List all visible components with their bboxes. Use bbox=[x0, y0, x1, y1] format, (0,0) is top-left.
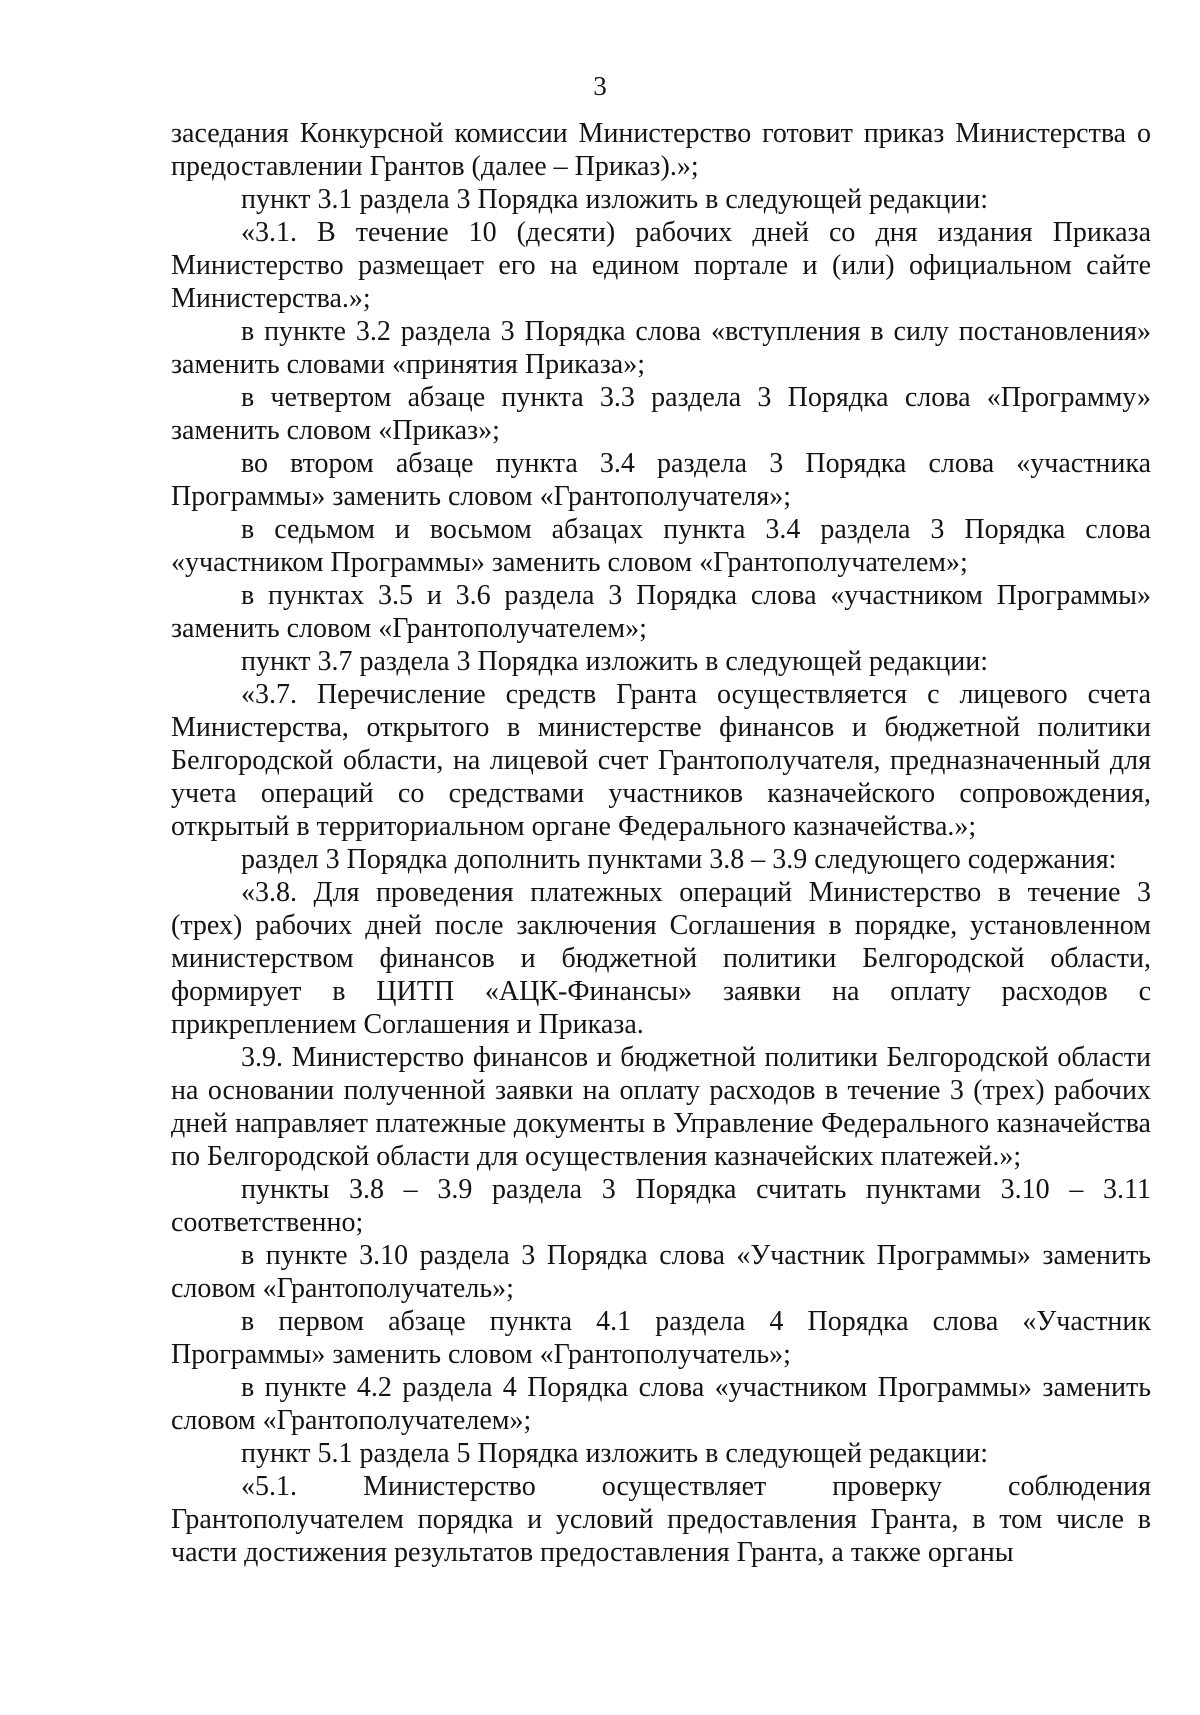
paragraph: «5.1. Министерство осуществляет проверку соблюдения Грантополучателем порядка и условий предоставления Гранта, в том числе в части достижения результатов предоставления Гранта, а также органы bbox=[171, 1471, 1151, 1568]
paragraph: в пункте 3.10 раздела 3 Порядка слова «Участник Программы» заменить словом «Грантополучатель»; bbox=[171, 1240, 1151, 1304]
paragraph: раздел 3 Порядка дополнить пунктами 3.8 – 3.9 следующего содержания: bbox=[241, 844, 1117, 875]
paragraph: во втором абзаце пункта 3.4 раздела 3 Порядка слова «участника Программы» заменить словом «Грантополучателя»; bbox=[171, 448, 1151, 512]
paragraph: в пунктах 3.5 и 3.6 раздела 3 Порядка слова «участником Программы» заменить словом «Грантополучателем»; bbox=[171, 580, 1151, 644]
paragraph: заседания Конкурсной комиссии Министерство готовит приказ Министерства о предоставлении Грантов (далее – Приказ).»; bbox=[171, 118, 1151, 182]
paragraph: в первом абзаце пункта 4.1 раздела 4 Порядка слова «Участник Программы» заменить словом «Грантополучатель»; bbox=[171, 1306, 1151, 1370]
paragraph: пункт 5.1 раздела 5 Порядка изложить в следующей редакции: bbox=[241, 1438, 988, 1469]
paragraph: пункты 3.8 – 3.9 раздела 3 Порядка считать пунктами 3.10 – 3.11 соответственно; bbox=[171, 1174, 1151, 1238]
paragraph: пункт 3.7 раздела 3 Порядка изложить в следующей редакции: bbox=[241, 646, 988, 677]
paragraph: в четвертом абзаце пункта 3.3 раздела 3 Порядка слова «Программу» заменить словом «Приказ»; bbox=[171, 382, 1151, 446]
paragraph: в седьмом и восьмом абзацах пункта 3.4 раздела 3 Порядка слова «участником Программы» заменить словом «Грантополучателем»; bbox=[171, 514, 1151, 578]
paragraph: «3.7. Перечисление средств Гранта осуществляется с лицевого счета Министерства, открытого в министерстве финансов и бюджетной политики Белгородской области, на лицевой счет Грантополучателя, предназначенный для учета операций со средствами участников казначейского сопровождения, открытый в территориальном органе Федерального казначейства.»; bbox=[171, 679, 1151, 842]
paragraph: пункт 3.1 раздела 3 Порядка изложить в следующей редакции: bbox=[241, 184, 988, 215]
paragraph: «3.8. Для проведения платежных операций Министерство в течение 3 (трех) рабочих дней после заключения Соглашения в порядке, установленном министерством финансов и бюджетной политики Белгородской области, формирует в ЦИТП «АЦК-Финансы» заявки на оплату расходов с прикреплением Соглашения и Приказа. bbox=[171, 877, 1151, 1040]
page-number: 3 bbox=[593, 71, 607, 101]
paragraph: «3.1. В течение 10 (десяти) рабочих дней со дня издания Приказа Министерство размещает его на едином портале и (или) официальном сайте Министерства.»; bbox=[171, 217, 1151, 314]
document-body bbox=[171, 117, 1151, 1569]
paragraph: в пункте 4.2 раздела 4 Порядка слова «участником Программы» заменить словом «Грантополучателем»; bbox=[171, 1372, 1151, 1436]
paragraph: в пункте 3.2 раздела 3 Порядка слова «вступления в силу постановления» заменить словами «принятия Приказа»; bbox=[171, 316, 1151, 380]
paragraph: 3.9. Министерство финансов и бюджетной политики Белгородской области на основании полученной заявки на оплату расходов в течение 3 (трех) рабочих дней направляет платежные документы в Управление Федерального казначейства по Белгородской области для осуществления казначейских платежей.»; bbox=[171, 1042, 1151, 1172]
